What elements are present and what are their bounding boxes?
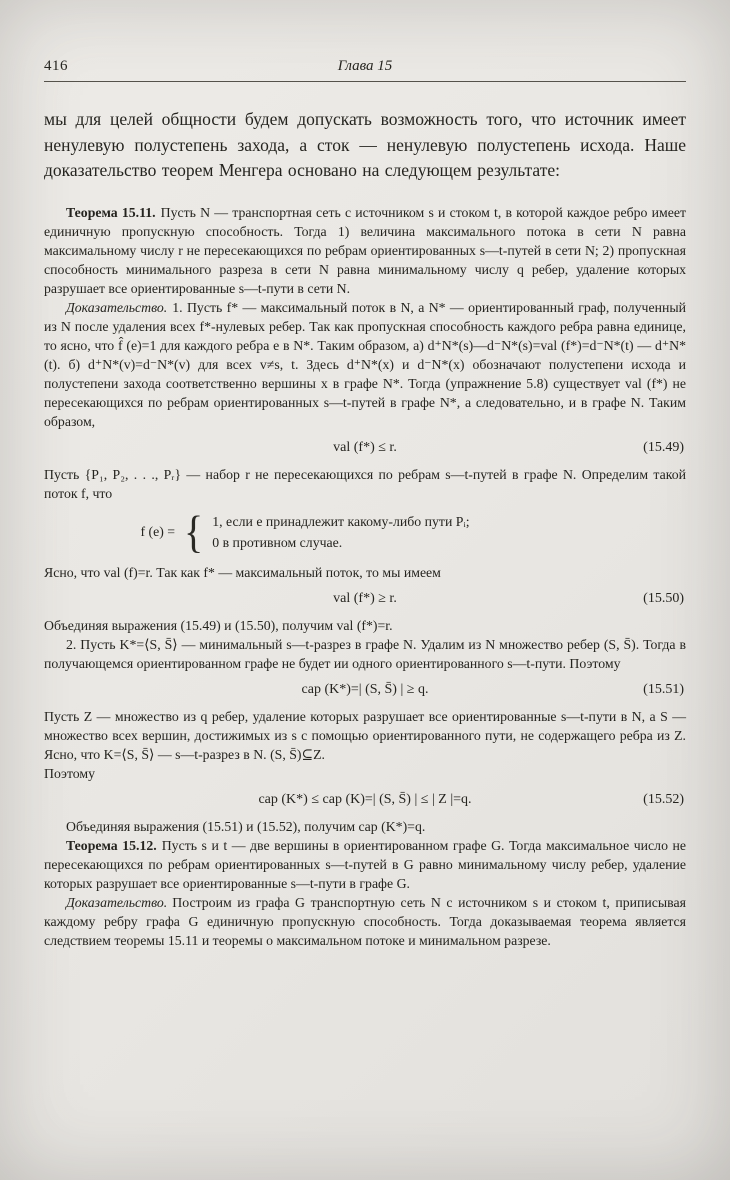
paragraph-min-cut: 2. Пусть K*=⟨S, S̄⟩ — минимальный s—t-разрез в графе N. Удалим из N множество ребер (S, S̄). Тогда в получающемся ориентированном графе не будет ии одного ориентированного s—t-пути. Поэтому bbox=[44, 636, 686, 671]
header-rule bbox=[44, 81, 686, 82]
equation-15-52-body: cap (K*) ≤ cap (K)=| (S, S̄) | ≤ | Z |=q. bbox=[258, 791, 472, 807]
equation-15-51-body: cap (K*)=| (S, S̄) | ≥ q. bbox=[301, 681, 429, 697]
theorem-15-12-label: Теорема 15.12. bbox=[66, 837, 157, 853]
proof-15-12-text: Построим из графа G транспортную сеть N с источником s и стоком t, приписывая каждому ребру графа G единичную пропускную способность. Тогда доказываемая теорема является следствием теоремы 15.11 и теоремы о максимальном потоке и минимальном разрезе. bbox=[44, 894, 686, 948]
proof-15-11 bbox=[44, 298, 686, 431]
equation-15-52 bbox=[44, 783, 686, 817]
proof-15-11-text: 1. Пусть f* — максимальный поток в N, а N* — ориентированный граф, полученный из N после удаления всех f*-нулевых ребер. Так как пропускная способность каждого ребра равна единице, то ясно, что f̂ (e)=1 для каждого ребра e в N*. Таким образом, а) d⁺N*(s)—d⁻N*(s)=val (f*)=d⁻N*(t) — d⁺N*(t). б) d⁺N*(v)=d⁻N*(v) для всех v≠s, t. Здесь d⁺N*(x) и d⁻N*(x) обозначают полустепени исхода и полустепени захода соответственно вершины x в графе N*. Тогда (упражнение 5.8) существует val (f*) не пересекающихся по ребрам ориентированных s—t-путей в графе N*, а следовательно, и в графе N. Таким образом, bbox=[44, 299, 686, 429]
cases-line-2: 0 в противном случае. bbox=[212, 534, 343, 550]
equation-15-49-body: val (f*) ≤ r. bbox=[333, 439, 397, 455]
cases-line-1: 1, если e принадлежит какому-либо пути Pᵢ; bbox=[212, 513, 470, 529]
theorem-15-11 bbox=[44, 203, 686, 298]
theorem-15-11-label: Теорема 15.11. bbox=[66, 204, 156, 220]
cases-brace: { bbox=[184, 505, 204, 557]
equation-15-50-number: (15.50) bbox=[643, 590, 684, 606]
page-content bbox=[44, 107, 686, 950]
theorem-15-12 bbox=[44, 836, 686, 893]
equation-flow-definition bbox=[0, 503, 626, 563]
theorem-15-12-text: Пусть s и t — две вершины в ориентированном графе G. Тогда максимальное число не пересекающихся по ребрам ориентированных s—t-путей в G равно минимальному числу ребер, удаление которых разрушает все ориентированные s—t-пути в графе G. bbox=[44, 837, 686, 891]
paragraph-z-set: Пусть Z — множество из q ребер, удаление которых разрушает все ориентированные s—t-пути в N, а S — множество всех вершин, достижимых из s с помощью ориентированного пути, не содержащего ребра из Z. Ясно, что K=⟨S, S̄⟩ — s—t-разрез в N. (S, S̄)⊆Z. bbox=[44, 708, 686, 762]
paragraph-intro: мы для целей общности будем допускать возможность того, что источник имеет ненулевую полустепень захода, а сток — ненулевую полустепень исхода. Наше доказательство теорем Менгера основано на следующем результате: bbox=[44, 109, 686, 180]
equation-15-51-number: (15.51) bbox=[643, 681, 684, 697]
paragraph-val: Ясно, что val (f)=r. Так как f* — максимальный поток, то мы имеем bbox=[44, 564, 441, 580]
equation-15-50 bbox=[44, 582, 686, 616]
proof-15-11-label: Доказательство. bbox=[66, 299, 168, 315]
equation-15-51 bbox=[44, 673, 686, 707]
equation-15-50-body: val (f*) ≥ r. bbox=[333, 590, 397, 606]
page-number: 416 bbox=[44, 58, 68, 74]
cases-lines bbox=[212, 513, 469, 551]
theorem-15-11-text: Пусть N — транспортная сеть с источником s и стоком t, в которой каждое ребро имеет единичную пропускную способность. Тогда 1) величина максимального потока в сети N равна максимальному числу r не пересекающихся по ребрам ориентированных s—t-путей в сети N; 2) пропускная способность минимального разреза в сети N равна минимальному числу q ребер, удаление которых разрушает все ориентированные s—t-пути в сети N. bbox=[44, 204, 686, 296]
paragraph-combine-1: Объединяя выражения (15.49) и (15.50), получим val (f*)=r. bbox=[44, 617, 393, 633]
paragraph-paths: Пусть {P₁, P₂, . . ., Pᵣ} — набор r не пересекающихся по ребрам s—t-путей в графе N. Определим такой поток f, что bbox=[44, 466, 686, 501]
chapter-title: Глава 15 bbox=[337, 58, 393, 74]
paragraph-combine-2: Объединяя выражения (15.51) и (15.52), получим cap (K*)=q. bbox=[66, 818, 426, 834]
proof-15-12-label: Доказательство. bbox=[66, 894, 168, 910]
paragraph-poetomu: Поэтому bbox=[44, 765, 96, 781]
equation-15-52-number: (15.52) bbox=[643, 791, 684, 807]
proof-15-12 bbox=[44, 893, 686, 950]
equation-15-49-number: (15.49) bbox=[643, 439, 684, 455]
equation-15-49 bbox=[44, 431, 686, 465]
page-header bbox=[44, 58, 686, 78]
equation-cases-lhs: f (e) = bbox=[140, 523, 176, 539]
